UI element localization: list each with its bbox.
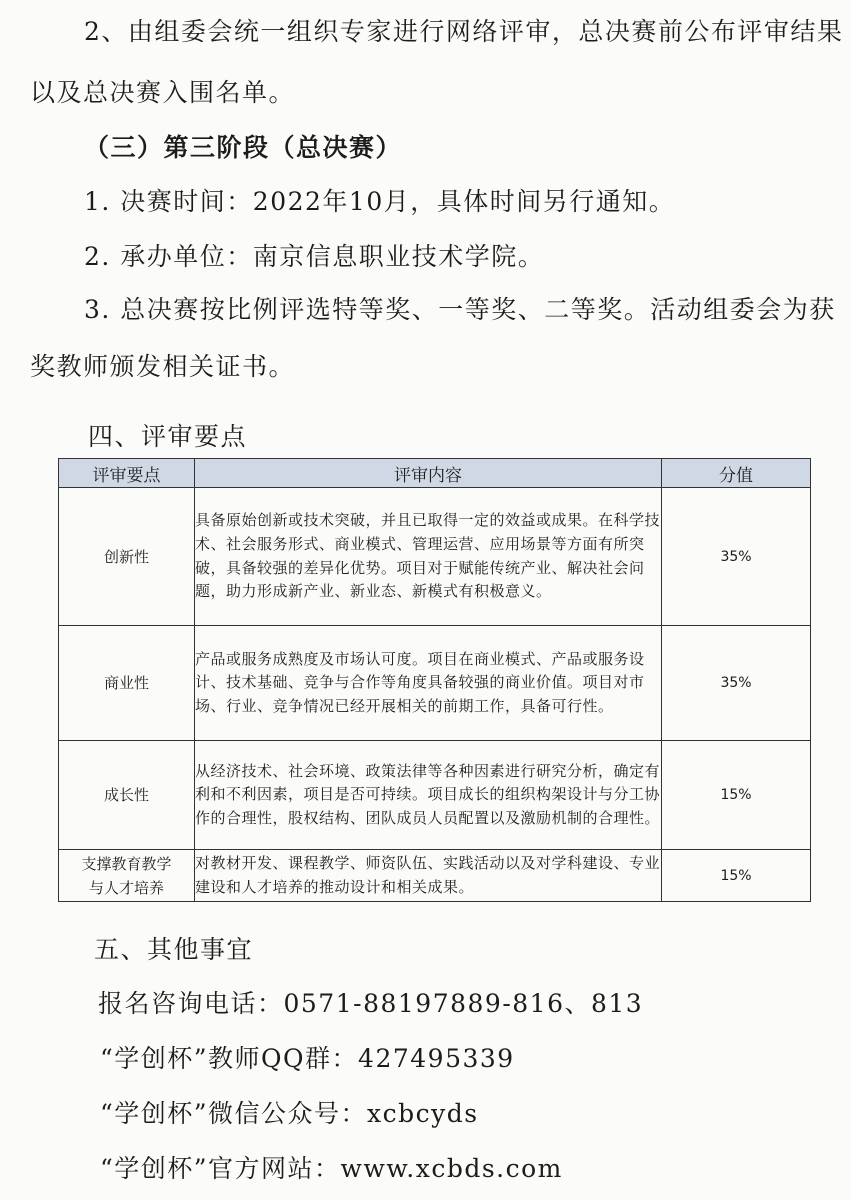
contact-website: “学创杯”官方网站：www.xcbds.com (100, 1154, 563, 1183)
header-content: 评审内容 (195, 459, 662, 488)
contact-phone: 报名咨询电话：0571-88197889-816、813 (98, 989, 644, 1018)
criteria-score: 15% (662, 850, 811, 902)
stage3-item3-line1: 3. 总决赛按比例评选特等奖、一等奖、二等奖。活动组委会为获 (84, 295, 836, 324)
header-score: 分值 (662, 459, 811, 488)
contact-wechat: “学创杯”微信公众号：xcbcyds (100, 1099, 479, 1128)
section4-heading: 四、评审要点 (88, 422, 248, 451)
criteria-content: 对教材开发、课程教学、师资队伍、实践活动以及对学科建设、专业建设和人才培养的推动设计和相关成果。 (195, 850, 662, 902)
table-header-row (59, 459, 811, 488)
criteria-name-line2: 与人才培养 (88, 878, 164, 897)
criteria-content: 具备原始创新或技术突破，并且已取得一定的效益或成果。在科学技术、社会服务形式、商业模式、管理运营、应用场景等方面有所突破，具备较强的差异化优势。项目对于赋能传统产业、解决社会问题，助力形成新产业、新业态、新模式有积极意义。 (195, 488, 662, 626)
p1-line2: 以及总决赛入围名单。 (30, 78, 296, 107)
table-row (59, 850, 811, 902)
criteria-name (59, 850, 195, 902)
table-row (59, 626, 811, 741)
contact-qq: “学创杯”教师QQ群：427495339 (100, 1044, 515, 1073)
criteria-name: 创新性 (59, 488, 195, 626)
p1-line1: 2、由组委会统一组织专家进行网络评审，总决赛前公布评审结果 (84, 17, 844, 46)
criteria-score: 35% (662, 488, 811, 626)
criteria-name-line1: 支撑教育教学 (81, 854, 172, 873)
criteria-content: 从经济技术、社会环境、政策法律等各种因素进行研究分析，确定有利和不利因素，项目是否可持续。项目成长的组织构架设计与分工协作的合理性，股权结构、团队成员人员配置以及激励机制的合理性。 (195, 741, 662, 850)
criteria-score: 35% (662, 626, 811, 741)
criteria-name: 商业性 (59, 626, 195, 741)
stage3-heading: （三）第三阶段（总决赛） (84, 133, 403, 162)
criteria-score: 15% (662, 741, 811, 850)
criteria-name: 成长性 (59, 741, 195, 850)
header-criteria: 评审要点 (59, 459, 195, 488)
review-criteria-table (58, 458, 811, 902)
section5-heading: 五、其他事宜 (94, 935, 254, 964)
stage3-item3-line2: 奖教师颁发相关证书。 (30, 352, 296, 381)
stage3-item2: 2. 承办单位：南京信息职业技术学院。 (84, 242, 545, 271)
criteria-content: 产品或服务成熟度及市场认可度。项目在商业模式、产品或服务设计、技术基础、竞争与合作等角度具备较强的商业价值。项目对市场、行业、竞争情况已经开展相关的前期工作，具备可行性。 (195, 626, 662, 741)
table-row (59, 741, 811, 850)
stage3-item1: 1. 决赛时间：2022年10月，具体时间另行通知。 (84, 187, 676, 216)
table-row (59, 488, 811, 626)
